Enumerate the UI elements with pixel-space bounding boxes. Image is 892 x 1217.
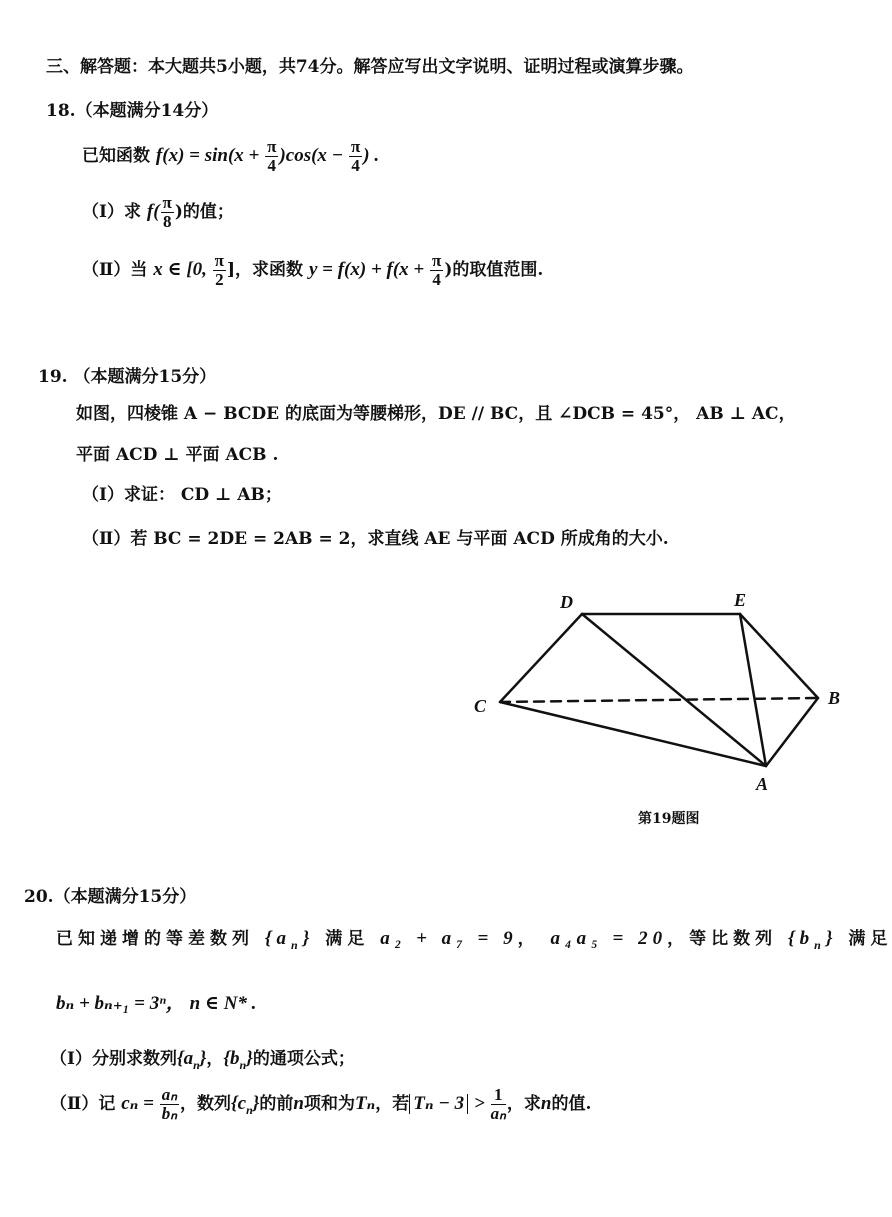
- q20-part1-seq-a: [176, 1048, 207, 1072]
- q20-part2-Tn: Tₙ: [354, 1092, 376, 1114]
- q20-part2-gt: >: [474, 1092, 490, 1114]
- seq-close: }: [302, 928, 315, 949]
- seq-open: {a: [264, 928, 292, 949]
- q18-part2-prefix: （Ⅱ）当: [82, 259, 148, 280]
- q20-title: [24, 882, 196, 907]
- q19-part2: （Ⅱ）若 BC = 2DE = 2AB = 2，求直线 AE 与平面 ACD 所成角的大小.: [82, 529, 669, 549]
- q20-line1-d: ，等比数列: [667, 929, 778, 949]
- frac-den: 4: [267, 155, 277, 175]
- q20-line1: [56, 924, 892, 953]
- seq-sub: n: [814, 937, 826, 952]
- frac-den: aₙ: [490, 1103, 506, 1123]
- edge-CB-hidden: [500, 698, 818, 702]
- q18-score: （本题满分14分）: [75, 101, 219, 121]
- label-E: E: [734, 590, 747, 610]
- seq-close: }: [246, 1048, 253, 1069]
- q20-seq-a: [264, 928, 315, 952]
- q20-part2-cn: cₙ =: [121, 1092, 159, 1114]
- edge-CA: [500, 702, 766, 766]
- q19-score: （本题满分15分）: [73, 367, 217, 387]
- q18-number: 18.: [46, 101, 76, 121]
- frac-den: 8: [162, 211, 172, 231]
- q20-line1-a: 已知递增的等差数列: [56, 929, 254, 949]
- q20-score: （本题满分15分）: [53, 887, 197, 907]
- q19-part1: （Ⅰ）求证： CD ⊥ AB；: [82, 485, 282, 505]
- q20-part2-a: （Ⅱ）记: [50, 1093, 116, 1114]
- frac-num: π: [214, 251, 224, 270]
- q20-eq2: a₄a₅ = 20: [550, 928, 668, 949]
- q19-line2: 平面 ACD ⊥ 平面 ACB .: [76, 445, 279, 465]
- q19-number: 19.: [38, 367, 68, 387]
- q20-part2-abs: Tₙ − 3: [409, 1094, 468, 1114]
- seq-open: {a: [176, 1048, 194, 1069]
- q20-line1-b: 满足: [325, 929, 370, 949]
- frac-num: π: [162, 193, 172, 212]
- frac-num: π: [350, 137, 361, 156]
- label-B: B: [828, 688, 841, 708]
- edge-CD: [500, 614, 582, 702]
- frac-den: 2: [215, 269, 224, 289]
- figure-caption: 第19题图: [638, 811, 700, 827]
- q18-stem: [82, 138, 379, 175]
- q20-part1: [50, 1044, 355, 1073]
- q20-line1-e: 满足: [848, 929, 892, 949]
- q18-frac-pi-4-c: [430, 252, 443, 289]
- frac-num: π: [432, 251, 442, 270]
- q18-part1-prefix: （Ⅰ）求: [82, 201, 141, 222]
- q18-frac-pi-8: [161, 194, 174, 231]
- q18-frac-pi-4-b: [349, 138, 362, 175]
- q20-part2-d: 项和为: [303, 1093, 355, 1114]
- q20-seq-b: [788, 928, 838, 952]
- seq-open: {b: [788, 928, 815, 949]
- q18-part2-mid: ]，求函数: [226, 259, 304, 280]
- edge-EB: [740, 614, 818, 698]
- q20-part2-e: ，若: [375, 1093, 410, 1114]
- q18-stem-prefix: 已知函数: [82, 145, 150, 166]
- q20-frac-1-an: [491, 1086, 506, 1123]
- seq-sub: n: [193, 1057, 200, 1072]
- q20-line1-c: ，: [517, 929, 540, 949]
- q18-part1: [82, 194, 234, 231]
- q18-stem-func: f(x) = sin(x +: [155, 144, 265, 166]
- q20-eq1: a₂ + a₇ = 9: [380, 928, 518, 949]
- q19-line1: 如图，四棱锥 A − BCDE 的底面为等腰梯形，DE // BC，且 ∠DCB = 45°， AB ⊥ AC，: [76, 404, 796, 424]
- q20-part2-g: 的值.: [551, 1093, 592, 1114]
- q18-part2-expr: y = f(x) + f(x +: [308, 258, 430, 280]
- q20-line2: [56, 988, 256, 1015]
- q18-frac-pi-4-a: [265, 138, 278, 175]
- frac-den: 4: [351, 155, 360, 175]
- seq-open: {b: [223, 1048, 240, 1069]
- frac-num: 1: [491, 1086, 506, 1105]
- q20-part1-c: 的通项公式；: [252, 1049, 355, 1069]
- seq-sub: n: [246, 1102, 253, 1117]
- section-heading: 三、解答题：本大题共5小题，共74分。解答应写出文字说明、证明过程或演算步骤。: [46, 57, 694, 77]
- label-C: C: [474, 696, 487, 716]
- q18-part1-suffix: )的值；: [174, 201, 234, 222]
- q18-stem-mid: )cos(x −: [279, 144, 348, 166]
- seq-close: }: [825, 928, 838, 949]
- edge-AB: [766, 698, 818, 766]
- q20-frac-an-bn: [160, 1086, 179, 1123]
- q18-title: [46, 96, 218, 121]
- q18-part2-x: x ∈ [0,: [153, 258, 212, 280]
- q19-title: [38, 362, 216, 387]
- label-A: A: [756, 774, 769, 794]
- frac-num: π: [267, 137, 277, 156]
- label-D: D: [560, 592, 573, 612]
- frac-den: bₙ: [161, 1103, 177, 1123]
- q18-part2-end: )的取值范围.: [444, 259, 544, 280]
- seq-sub: n: [239, 1057, 247, 1072]
- q20-part2-n: n: [293, 1092, 304, 1114]
- edge-DA: [582, 614, 766, 766]
- q18-frac-pi-2: [213, 252, 226, 289]
- q20-part1-a: （Ⅰ）分别求数列: [50, 1049, 177, 1069]
- q18-part2: [82, 252, 543, 289]
- seq-sub: n: [291, 937, 303, 952]
- q20-part2: [50, 1086, 591, 1123]
- q18-stem-end: ) .: [363, 144, 380, 166]
- q20-recurrence: bₙ + bₙ₊₁ = 3ⁿ， n ∈ N* .: [56, 993, 257, 1014]
- edge-EA: [740, 614, 766, 766]
- q20-part2-c: 的前: [259, 1093, 294, 1114]
- q20-part2-n2: n: [540, 1092, 552, 1114]
- q20-part2-b: ，数列: [180, 1093, 231, 1114]
- seq-close: }: [199, 1048, 207, 1069]
- seq-open: {c: [231, 1092, 247, 1114]
- q20-number: 20.: [24, 887, 54, 907]
- frac-den: 4: [432, 269, 441, 289]
- seq-close: }: [252, 1092, 260, 1114]
- q20-part1-seq-b: [223, 1048, 253, 1072]
- q20-part2-seq-c: [231, 1092, 260, 1117]
- q18-part1-func: f(: [146, 200, 160, 222]
- frac-num: aₙ: [161, 1085, 177, 1104]
- q20-part1-b: ，: [206, 1049, 224, 1069]
- q20-part2-f: ，求: [506, 1093, 541, 1114]
